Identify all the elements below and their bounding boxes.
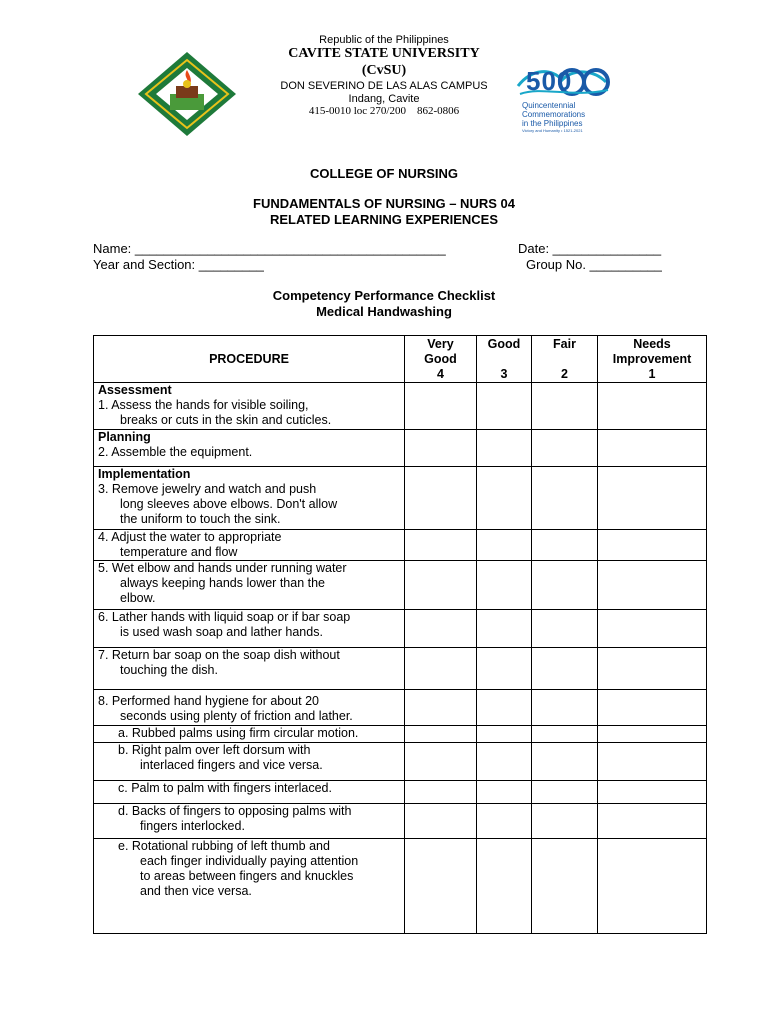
substep-e-line1: e. Rotational rubbing of left thumb and <box>118 839 330 853</box>
substep-c: c. Palm to palm with fingers interlaced. <box>118 781 332 795</box>
step-3-line3: the uniform to touch the sink. <box>120 512 281 526</box>
course-title: FUNDAMENTALS OF NURSING – NURS 04 <box>253 196 515 211</box>
table-row <box>94 383 707 430</box>
procedure-cell <box>94 467 405 530</box>
procedure-header: PROCEDURE <box>94 336 405 383</box>
table-row <box>94 610 707 648</box>
table-row <box>94 648 707 690</box>
score-3-cell[interactable] <box>477 781 532 804</box>
score-2-cell[interactable] <box>532 781 598 804</box>
score-4-cell[interactable] <box>405 467 477 530</box>
score-4-cell[interactable] <box>405 781 477 804</box>
phone-numbers: 415-0010 loc 270/200 862-0806 <box>308 105 460 117</box>
year-section-label: Year and Section: _________ <box>93 257 264 272</box>
procedure-cell <box>94 383 405 430</box>
checklist-title: Competency Performance Checklist <box>272 288 496 303</box>
substep-d-line1: d. Backs of fingers to opposing palms with <box>118 804 352 818</box>
step-5-line2: always keeping hands lower than the <box>120 576 325 590</box>
score-1-cell[interactable] <box>598 530 707 561</box>
score-1-cell[interactable] <box>598 561 707 610</box>
substep-a: a. Rubbed palms using firm circular motion. <box>118 726 359 740</box>
substep-e-line3: to areas between fingers and knuckles <box>140 869 354 883</box>
college-title: COLLEGE OF NURSING <box>309 166 459 181</box>
step-1-line1: 1. Assess the hands for visible soiling, <box>98 398 309 412</box>
procedure-cell <box>94 804 405 839</box>
score-1-cell[interactable] <box>598 726 707 743</box>
score-1-cell[interactable] <box>598 467 707 530</box>
score-1-cell[interactable] <box>598 839 707 934</box>
substep-e-line2: each finger individually paying attention <box>140 854 359 868</box>
score-3-cell[interactable] <box>477 648 532 690</box>
step-5-line1: 5. Wet elbow and hands under running water <box>98 561 347 575</box>
score-4-cell[interactable] <box>405 383 477 430</box>
very-good-score: 4 <box>437 367 444 381</box>
table-row <box>94 743 707 781</box>
score-2-cell[interactable] <box>532 743 598 781</box>
score-3-cell[interactable] <box>477 690 532 726</box>
table-row <box>94 430 707 467</box>
campus-location: Indang, Cavite <box>348 93 420 105</box>
score-4-cell[interactable] <box>405 561 477 610</box>
procedure-cell <box>94 690 405 726</box>
quincentennial-number: 500 <box>526 66 573 96</box>
procedure-cell <box>94 561 405 610</box>
score-2-cell[interactable] <box>532 467 598 530</box>
step-5 <box>98 561 404 606</box>
score-4-cell[interactable] <box>405 648 477 690</box>
needs-label-1: Needs <box>633 337 671 351</box>
quincentennial-tagline: Victory and Humanity • 1521-2021 <box>522 128 583 133</box>
step-3 <box>98 482 404 527</box>
step-8 <box>98 694 404 724</box>
step-4-line1: 4. Adjust the water to appropriate <box>98 530 282 544</box>
substep-e <box>98 839 404 899</box>
score-4-cell[interactable] <box>405 610 477 648</box>
step-7-line1: 7. Return bar soap on the soap dish without <box>98 648 340 662</box>
score-1-cell[interactable] <box>598 804 707 839</box>
step-6-line2: is used wash soap and lather hands. <box>120 625 323 639</box>
score-1-cell[interactable] <box>598 430 707 467</box>
step-1 <box>98 398 404 428</box>
substep-b-line1: b. Right palm over left dorsum with <box>118 743 311 757</box>
step-4-line2: temperature and flow <box>120 545 238 559</box>
score-4-cell[interactable] <box>405 804 477 839</box>
score-2-cell[interactable] <box>532 430 598 467</box>
score-3-cell[interactable] <box>477 839 532 934</box>
score-3-cell[interactable] <box>477 743 532 781</box>
step-3-line1: 3. Remove jewelry and watch and push <box>98 482 317 496</box>
score-4-cell[interactable] <box>405 690 477 726</box>
step-6 <box>98 610 404 640</box>
step-5-line3: elbow. <box>120 591 156 605</box>
score-4-cell[interactable] <box>405 726 477 743</box>
score-3-cell[interactable] <box>477 561 532 610</box>
score-1-cell[interactable] <box>598 610 707 648</box>
needs-score: 1 <box>648 367 656 381</box>
very-good-label-2: Good <box>424 352 457 366</box>
score-1-cell[interactable] <box>598 648 707 690</box>
substep-b <box>98 743 404 773</box>
score-2-cell[interactable] <box>532 726 598 743</box>
procedure-cell <box>94 726 405 743</box>
quincentennial-line1: Quincentennial <box>522 101 576 110</box>
score-3-cell[interactable] <box>477 610 532 648</box>
table-row <box>94 467 707 530</box>
quincentennial-logo <box>512 64 612 134</box>
table-row <box>94 690 707 726</box>
substep-b-line2: interlaced fingers and vice versa. <box>140 758 323 772</box>
step-4 <box>98 530 404 560</box>
university-abbrev: (CvSU) <box>361 63 407 78</box>
substep-d-line2: fingers interlocked. <box>140 819 245 833</box>
date-field-label: Date: _______________ <box>518 241 662 256</box>
campus-name: DON SEVERINO DE LAS ALAS CAMPUS <box>280 80 488 92</box>
score-4-cell[interactable] <box>405 743 477 781</box>
score-2-cell[interactable] <box>532 690 598 726</box>
table-row <box>94 839 707 934</box>
fair-label: Fair <box>553 337 576 351</box>
procedure-cell <box>94 430 405 467</box>
procedure-cell <box>94 530 405 561</box>
score-2-cell[interactable] <box>532 610 598 648</box>
score-1-cell[interactable] <box>598 781 707 804</box>
quincentennial-line3: in the Philippines <box>522 119 583 128</box>
step-1-line2: breaks or cuts in the skin and cuticles. <box>120 413 332 427</box>
step-2: 2. Assemble the equipment. <box>98 445 253 459</box>
quincentennial-line2: Commemorations <box>522 110 586 119</box>
table-row <box>94 726 707 743</box>
step-8-line2: seconds using plenty of friction and lather. <box>120 709 353 723</box>
step-6-line1: 6. Lather hands with liquid soap or if bar soap <box>98 610 351 624</box>
step-8-line1: 8. Performed hand hygiene for about 20 <box>98 694 319 708</box>
score-4-cell[interactable] <box>405 530 477 561</box>
score-3-cell[interactable] <box>477 530 532 561</box>
section-assessment: Assessment <box>98 383 172 397</box>
good-label: Good <box>487 337 521 351</box>
substep-d <box>98 804 404 834</box>
score-3-cell[interactable] <box>477 383 532 430</box>
needs-label-2: Improvement <box>612 352 692 366</box>
score-2-cell[interactable] <box>532 530 598 561</box>
group-number-label: Group No. __________ <box>526 257 662 272</box>
score-3-cell[interactable] <box>477 467 532 530</box>
country-text: Republic of the Philippines <box>319 34 449 46</box>
score-2-cell[interactable] <box>532 648 598 690</box>
score-1-cell[interactable] <box>598 743 707 781</box>
score-3-cell[interactable] <box>477 430 532 467</box>
very-good-label-1: Very <box>427 337 454 351</box>
procedure-cell <box>94 743 405 781</box>
score-4-cell[interactable] <box>405 839 477 934</box>
score-1-cell[interactable] <box>598 690 707 726</box>
table-row <box>94 804 707 839</box>
good-score: 3 <box>500 367 508 381</box>
section-implementation: Implementation <box>98 467 191 481</box>
very-good-header <box>405 336 477 383</box>
name-field-label: Name: ___________________________________________ <box>93 241 446 256</box>
section-planning: Planning <box>98 430 151 444</box>
score-4-cell[interactable] <box>405 430 477 467</box>
procedure-cell <box>94 610 405 648</box>
competency-checklist-table <box>93 335 707 934</box>
score-1-cell[interactable] <box>598 383 707 430</box>
score-2-cell[interactable] <box>532 383 598 430</box>
procedure-cell <box>94 781 405 804</box>
procedure-cell <box>94 648 405 690</box>
procedure-cell <box>94 839 405 934</box>
step-7 <box>98 648 404 678</box>
experience-title: RELATED LEARNING EXPERIENCES <box>269 212 498 227</box>
good-header <box>477 336 532 383</box>
table-row <box>94 781 707 804</box>
table-header-row <box>94 336 707 383</box>
score-2-cell[interactable] <box>532 561 598 610</box>
table-row <box>94 561 707 610</box>
substep-e-line4: and then vice versa. <box>140 884 252 898</box>
score-2-cell[interactable] <box>532 804 598 839</box>
university-name: CAVITE STATE UNIVERSITY <box>288 46 480 61</box>
score-2-cell[interactable] <box>532 839 598 934</box>
checklist-subtitle: Medical Handwashing <box>316 304 452 319</box>
score-3-cell[interactable] <box>477 726 532 743</box>
step-7-line2: touching the dish. <box>120 663 218 677</box>
fair-header <box>532 336 598 383</box>
step-3-line2: long sleeves above elbows. Don't allow <box>120 497 338 511</box>
needs-improvement-header <box>598 336 707 383</box>
table-row <box>94 530 707 561</box>
score-3-cell[interactable] <box>477 804 532 839</box>
fair-score: 2 <box>561 367 568 381</box>
